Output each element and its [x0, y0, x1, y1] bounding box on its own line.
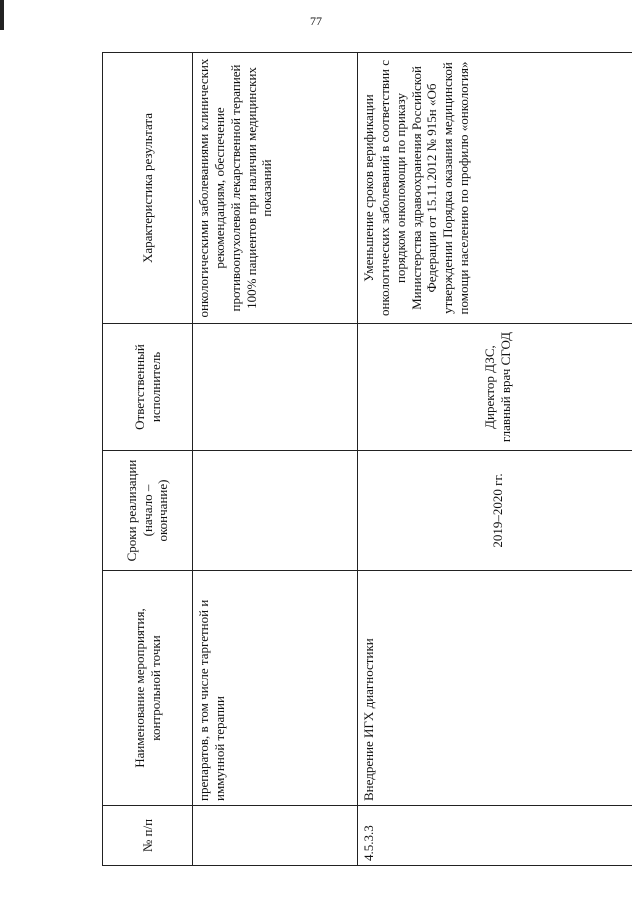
header-executor: Ответственный исполнитель [103, 324, 193, 451]
header-result: Характеристика результата [103, 53, 193, 324]
table-row [358, 53, 632, 866]
table-header-row [103, 53, 193, 866]
page-number: 77 [310, 14, 322, 28]
cell-term [193, 451, 358, 571]
header-name: Наименование мероприятия, контрольной точки [103, 571, 193, 806]
header-num: № п/п [103, 806, 193, 866]
cell-executor [193, 324, 358, 451]
cell-executor: Директор ДЗС, главный врач СГОД [358, 324, 632, 451]
cell-num [193, 806, 358, 866]
table-row [193, 53, 358, 866]
cell-result: Уменьшение сроков верификации онкологических заболеваний в соответствии с порядком онкопомощи по приказу Министерства здравоохранения Российской Федерации от 15.11.2012 № 915н «Об утверждении Порядка оказания медицинской помощи населению по профилю «онкология» [358, 53, 632, 324]
cell-name: Внедрение ИГХ диагностики [358, 571, 632, 806]
cell-num: 4.5.3.3 [358, 806, 632, 866]
cell-name: препаратов, в том числе таргетной и иммунной терапии [193, 571, 358, 806]
cell-result: онкологическими заболеваниями клинических рекомендациям, обеспечение противоопухолевой лекарственной терапией 100% пациентов при наличии медицинских показаний [193, 53, 358, 324]
header-term: Сроки реализации (начало – окончание) [103, 451, 193, 571]
cell-term: 2019–2020 гг. [358, 451, 632, 571]
activities-table [102, 52, 632, 866]
